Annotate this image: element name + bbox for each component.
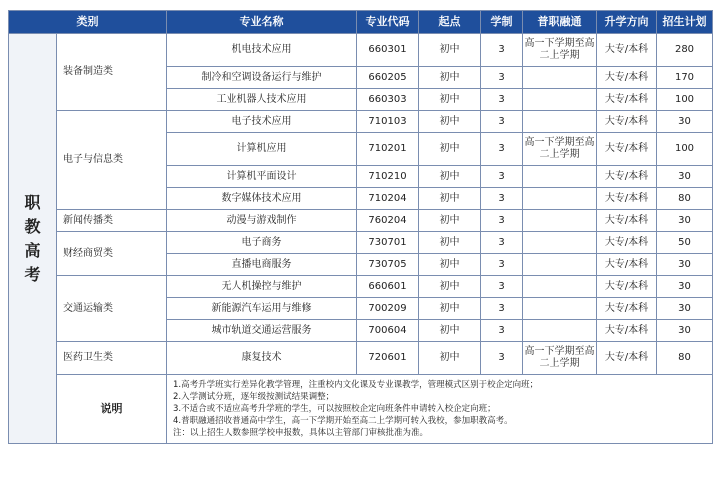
pzrt-cell [523,188,597,210]
plan: 100 [657,133,713,166]
category-cell: 交通运输类 [57,276,167,342]
years: 3 [481,342,523,375]
plan: 280 [657,34,713,67]
major-name: 电子技术应用 [167,111,357,133]
header-category: 类别 [9,11,167,34]
major-name: 电子商务 [167,232,357,254]
start-level: 初中 [419,232,481,254]
pzrt-cell: 高一下学期至高二上学期 [523,34,597,67]
years: 3 [481,89,523,111]
years: 3 [481,34,523,67]
table-row [9,111,713,133]
category-cell: 新闻传播类 [57,210,167,232]
direction: 大专/本科 [597,276,657,298]
plan: 30 [657,210,713,232]
start-level: 初中 [419,210,481,232]
years: 3 [481,67,523,89]
header-code: 专业代码 [357,11,419,34]
start-level: 初中 [419,89,481,111]
header-direction: 升学方向 [597,11,657,34]
years: 3 [481,166,523,188]
category-cell: 医药卫生类 [57,342,167,375]
plan: 80 [657,188,713,210]
start-level: 初中 [419,34,481,67]
major-code: 760204 [357,210,419,232]
major-name: 机电技术应用 [167,34,357,67]
major-name: 制冷和空调设备运行与维护 [167,67,357,89]
direction: 大专/本科 [597,342,657,375]
plan: 30 [657,166,713,188]
years: 3 [481,276,523,298]
table-row [9,34,713,67]
pzrt-cell [523,210,597,232]
note-line: 1.高考升学班实行差异化教学管理，注重校内文化课及专业课教学，管理模式区别于校企定向班； [173,380,539,390]
note-line: 2.入学测试分班，逐年级按测试结果调整； [173,392,335,402]
note-line: 注：以上招生人数参照学校申报数，具体以主管部门审核批准为准。 [173,428,429,438]
plan: 100 [657,89,713,111]
pzrt-cell: 高一下学期至高二上学期 [523,133,597,166]
start-level: 初中 [419,342,481,375]
major-code: 700604 [357,320,419,342]
major-name: 康复技术 [167,342,357,375]
direction: 大专/本科 [597,166,657,188]
start-level: 初中 [419,298,481,320]
direction: 大专/本科 [597,34,657,67]
major-name: 动漫与游戏制作 [167,210,357,232]
major-code: 660205 [357,67,419,89]
pzrt-cell [523,254,597,276]
plan: 80 [657,342,713,375]
start-level: 初中 [419,254,481,276]
direction: 大专/本科 [597,210,657,232]
pzrt-cell [523,111,597,133]
direction: 大专/本科 [597,298,657,320]
side-label: 职 教 高 考 [9,34,57,444]
pzrt-cell [523,298,597,320]
years: 3 [481,298,523,320]
years: 3 [481,210,523,232]
years: 3 [481,320,523,342]
direction: 大专/本科 [597,188,657,210]
start-level: 初中 [419,320,481,342]
pzrt-cell [523,232,597,254]
direction: 大专/本科 [597,232,657,254]
header-pzrt: 普职融通 [523,11,597,34]
pzrt-cell [523,166,597,188]
header-years: 学制 [481,11,523,34]
direction: 大专/本科 [597,111,657,133]
enrollment-table [8,10,713,444]
pzrt-cell [523,276,597,298]
major-name: 直播电商服务 [167,254,357,276]
major-name: 城市轨道交通运营服务 [167,320,357,342]
category-cell: 装备制造类 [57,34,167,111]
major-name: 计算机平面设计 [167,166,357,188]
direction: 大专/本科 [597,133,657,166]
major-code: 730705 [357,254,419,276]
direction: 大专/本科 [597,67,657,89]
plan: 170 [657,67,713,89]
start-level: 初中 [419,111,481,133]
plan: 50 [657,232,713,254]
direction: 大专/本科 [597,89,657,111]
major-code: 660301 [357,34,419,67]
major-code: 720601 [357,342,419,375]
table-row [9,232,713,254]
major-code: 710103 [357,111,419,133]
notes-cell [167,375,713,444]
direction: 大专/本科 [597,320,657,342]
major-code: 730701 [357,232,419,254]
pzrt-cell [523,320,597,342]
plan: 30 [657,298,713,320]
note-line: 3.不适合或不适应高考升学班的学生，可以按照校企定向班条件申请转入校企定向班； [173,404,496,414]
years: 3 [481,133,523,166]
start-level: 初中 [419,166,481,188]
start-level: 初中 [419,276,481,298]
header-plan: 招生计划 [657,11,713,34]
years: 3 [481,254,523,276]
header-major: 专业名称 [167,11,357,34]
years: 3 [481,111,523,133]
plan: 30 [657,254,713,276]
major-code: 710201 [357,133,419,166]
major-code: 710210 [357,166,419,188]
plan: 30 [657,320,713,342]
note-line: 4.普职融通招收普通高中学生，高一下学期开始至高二上学期可转入我校，参加职教高考。 [173,416,513,426]
header-start: 起点 [419,11,481,34]
major-code: 710204 [357,188,419,210]
direction: 大专/本科 [597,254,657,276]
category-cell: 电子与信息类 [57,111,167,210]
table-row [9,276,713,298]
plan: 30 [657,276,713,298]
notes-label: 说明 [57,375,167,444]
major-code: 700209 [357,298,419,320]
major-name: 计算机应用 [167,133,357,166]
major-name: 新能源汽车运用与维修 [167,298,357,320]
major-code: 660303 [357,89,419,111]
pzrt-cell: 高一下学期至高二上学期 [523,342,597,375]
major-code: 660601 [357,276,419,298]
start-level: 初中 [419,188,481,210]
years: 3 [481,232,523,254]
start-level: 初中 [419,67,481,89]
notes-row [9,375,713,444]
pzrt-cell [523,67,597,89]
start-level: 初中 [419,133,481,166]
table-row [9,342,713,375]
pzrt-cell [523,89,597,111]
major-name: 工业机器人技术应用 [167,89,357,111]
major-name: 数字媒体技术应用 [167,188,357,210]
major-name: 无人机操控与维护 [167,276,357,298]
category-cell: 财经商贸类 [57,232,167,276]
header-row [9,11,713,34]
table-row [9,210,713,232]
plan: 30 [657,111,713,133]
years: 3 [481,188,523,210]
